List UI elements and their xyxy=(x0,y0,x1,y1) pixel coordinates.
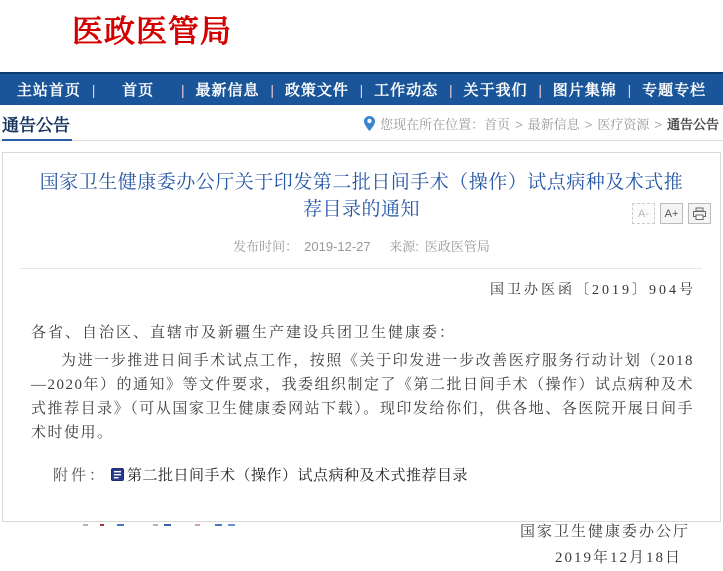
font-decrease-button[interactable]: A- xyxy=(632,203,655,224)
nav-separator: | xyxy=(449,81,453,98)
location-label: 您现在所在位置： xyxy=(380,117,485,132)
clipped-footer-fragments xyxy=(0,524,723,527)
breadcrumb xyxy=(364,114,723,140)
printer-icon xyxy=(693,208,706,220)
source-value: 医政医管局 xyxy=(424,239,490,254)
site-header xyxy=(0,0,723,72)
meta-divider xyxy=(21,268,702,269)
breadcrumb-link[interactable]: 首页 xyxy=(484,117,511,132)
breadcrumb-separator: > xyxy=(515,117,523,132)
salutation: 各省、自治区、直辖市及新疆生产建设兵团卫生健康委： xyxy=(31,325,457,341)
publish-date: 2019-12-27 xyxy=(304,239,371,254)
main-nav xyxy=(0,72,723,105)
font-increase-button[interactable]: A+ xyxy=(660,203,683,224)
signature-date: 2019年12月18日 xyxy=(554,550,682,566)
attachment-label: 附件： xyxy=(53,468,108,484)
nav-separator: | xyxy=(270,81,274,98)
nav-item-1[interactable]: 首页 xyxy=(122,82,155,99)
nav-separator: | xyxy=(627,81,632,98)
attachment-line xyxy=(3,464,720,485)
nav-separator: | xyxy=(91,81,96,98)
nav-item-6[interactable]: 图片集锦 xyxy=(552,82,617,99)
signature-org: 国家卫生健康委办公厅 xyxy=(519,524,690,540)
site-logo[interactable]: 医政医管局 xyxy=(72,14,232,49)
nav-item-7[interactable]: 专题专栏 xyxy=(642,82,707,99)
attachment-link[interactable]: 第二批日间手术（操作）试点病种及术式推荐目录 xyxy=(127,467,469,484)
body-paragraph: 为进一步推进日间手术试点工作，按照《关于印发进一步改善医疗服务行动计划（2018—2020年）的通知》等文件要求，我委组织制定了《第二批日间手术（操作）试点病种及术式推荐目录》（可从国家卫生健康委网站下载）。现印发给你们，供各地、各医院开展日间手术时使用。 xyxy=(31,353,695,441)
article-meta xyxy=(3,236,720,255)
nav-item-0[interactable]: 主站首页 xyxy=(16,82,81,99)
breadcrumb-separator: > xyxy=(584,117,593,132)
nav-item-4[interactable]: 工作动态 xyxy=(374,82,439,99)
breadcrumb-link[interactable]: 医疗资源 xyxy=(597,117,650,132)
location-pin-icon xyxy=(364,116,375,131)
source-label: 来源: xyxy=(389,239,419,254)
doc-number: 国卫办医函〔2019〕904号 xyxy=(490,283,696,298)
article-title: 国家卫生健康委办公厅关于印发第二批日间手术（操作）试点病种及术式推荐目录的通知 xyxy=(39,172,684,220)
nav-separator: | xyxy=(538,81,542,98)
meta-tools xyxy=(632,203,711,224)
nav-separator: | xyxy=(181,81,185,98)
breadcrumb-current: 通告公告 xyxy=(666,117,719,132)
attachment-doc-icon xyxy=(111,468,124,481)
breadcrumb-separator: > xyxy=(654,117,662,132)
breadcrumb-link[interactable]: 最新信息 xyxy=(527,117,580,132)
nav-item-5[interactable]: 关于我们 xyxy=(463,82,528,99)
print-button[interactable] xyxy=(688,203,711,224)
section-title[interactable]: 通告公告 xyxy=(2,111,72,141)
breadcrumb-row xyxy=(0,105,723,141)
nav-item-2[interactable]: 最新信息 xyxy=(195,82,260,99)
article-box xyxy=(2,152,721,566)
nav-separator: | xyxy=(359,81,364,98)
nav-item-3[interactable]: 政策文件 xyxy=(284,82,349,99)
publish-label: 发布时间： xyxy=(233,239,299,254)
breadcrumb-links xyxy=(484,114,719,133)
